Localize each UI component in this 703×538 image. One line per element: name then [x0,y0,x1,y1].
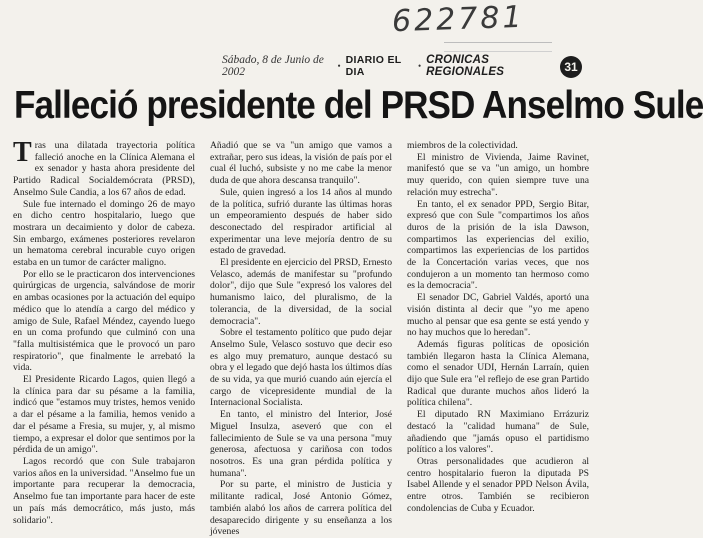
header-separator: • [337,61,341,71]
article-column-3 [407,140,589,538]
article-column-1 [13,137,195,538]
article-paragraph: El diputado RN Maximiano Errázuriz destacó la "calidad humana" de Sule, añadiendo que "jamás opuso el partidismo político a los valores". [407,409,589,456]
article-paragraph: Además figuras políticas de oposición también llegaron hasta la Clínica Alemana, como el senador UDI, Hernán Larraín, quien dijo que Sule era "el reflejo de ese gran Partido Radical que durante muchos años lideró la política chilena". [407,338,589,409]
article-paragraph: Sule, quien ingresó a los 14 años al mundo de la política, sufrió durante las últimas horas un empeoramiento después de haber sido desconectado del respirador artificial al experimentar una leve mejoría dentro de su estado de gravedad. [210,186,392,257]
handwritten-archive-number: 622781 [391,0,526,40]
header-separator: • [417,61,422,71]
article-paragraph: El senador DC, Gabriel Valdés, aportó una visión distinta al decir que "yo me apeno mucho al pensar que esa gente se está yendo y no hay muchos que lo heredan". [407,292,589,339]
article-body [13,137,589,538]
article-headline: Falleció presidente del PRSD Anselmo Sule [14,84,703,127]
article-paragraph: Sobre el testamento político que pudo dejar Anselmo Sule, Velasco sostuvo que decir eso es algo muy prematuro, aunque destacó su obra y el legado que dejó hasta los últimos días de su vida, ya que murió cuando aún ejercía el cargo de vicepresidente mundial de la Internacional Socialista. [210,327,392,409]
article-paragraph: Otras personalidades que acudieron al centro hospitalario fueron la diputada PS Isabel Allende y el senador PPD Nelson Ávila, entre otros. También se recibieron condolencias de Cuba y Ecuador. [407,455,589,514]
article-column-2 [210,140,392,538]
drop-cap: T [13,137,32,168]
article-paragraph: Por ello se le practicaron dos intervenciones quirúrgicas de urgencia, salvándose de morir en ambas ocasiones por la actuación del equipo médico que lo atendía a cargo del médico y amigo de Sule, Rafael Méndez, cayendo luego en un coma profundo que culminó con una "falla multisistémica que le provocó un paro respiratorio", que finalmente le arrebató la vida. [13,268,195,374]
archive-stamp [444,42,552,52]
page-header [222,54,558,78]
article-paragraph: Lagos recordó que con Sule trabajaron varios años en la universidad. "Anselmo fue un importante para recuperar la democracia, Anselmo fue tan importante para hacer de este un país más democrático, más justo, más solidario". [13,455,195,526]
newspaper-name: DIARIO EL DIA [345,54,402,78]
article-paragraph: El Presidente Ricardo Lagos, quien llegó a la clínica para dar su pésame a la familia, indicó que "estamos muy tristes, hemos venido a dar el pésame a la familia, hemos venido a dar el pésame a Fresia, su mujer, y, al mismo tiempo, a expresar el dolor que sentimos por la pérdida de un amigo". [13,374,195,456]
article-paragraph: miembros de la colectividad. [407,140,518,151]
article-paragraph: El presidente en ejercicio del PRSD, Ernesto Velasco, además de manifestar su "profundo dolor", dijo que Sule "expresó los valores del humanismo laico, del pluralismo, de la tolerancia, de la diversidad, de la social democracia". [210,257,392,327]
lead-paragraph-text: ras una dilatada trayectoria política falleció anoche en la Clínica Alemana el ex senador y hasta ahora presidente del Partido Radical Socialdemócrata (PRSD), Anselmo Sule Candia, a los 67 años de edad. [13,140,195,198]
page-number: 31 [560,56,582,78]
article-paragraph: En tanto, el ex senador PPD, Sergio Bitar, expresó que con Sule "compartimos los años duros de la prisión de la isla Dawson, compartimos las experiencias del exilio, compartimos las experiencias de los partidos de la Concertación varias veces, que nos condujeron a un momento tan hermoso como es la democracia". [407,198,589,292]
section-title: CRONICAS REGIONALES [426,54,505,78]
article-paragraph: En tanto, el ministro del Interior, José Miguel Insulza, aseveró que con el fallecimiento de Sule se va una persona "muy generosa, afectuosa y cariñosa con todos nosotros. Es una gran pérdida política y humana". [210,409,392,479]
article-paragraph [13,137,195,199]
article-paragraph: Añadió que se va "un amigo que vamos a extrañar, pero sus ideas, la visión de país por el cual él luchó, subsiste y no me cabe la menor duda de que ahora descansa tranquilo". [210,140,392,187]
article-paragraph: El ministro de Vivienda, Jaime Ravinet, manifestó que se va "un amigo, un hombre muy querido, con quien siempre tuve una relación muy estrecha". [407,151,589,198]
article-paragraph: Por su parte, el ministro de Justicia y militante radical, José Antonio Gómez, también alabó los años de carrera política del desaparecido dirigente y su enseñanza a los jóvenes [210,479,392,538]
publication-date: Sábado, 8 de Junio de 2002 [222,54,324,78]
article-paragraph: Sule fue internado el domingo 26 de mayo en dicho centro hospitalario, luego que mostrara un decaimiento y dolor de cabeza. Sin embargo, exámenes posteriores revelaron un hematoma cerebral incurable cuyo origen estaba en un tumor de carácter maligno. [13,198,195,269]
